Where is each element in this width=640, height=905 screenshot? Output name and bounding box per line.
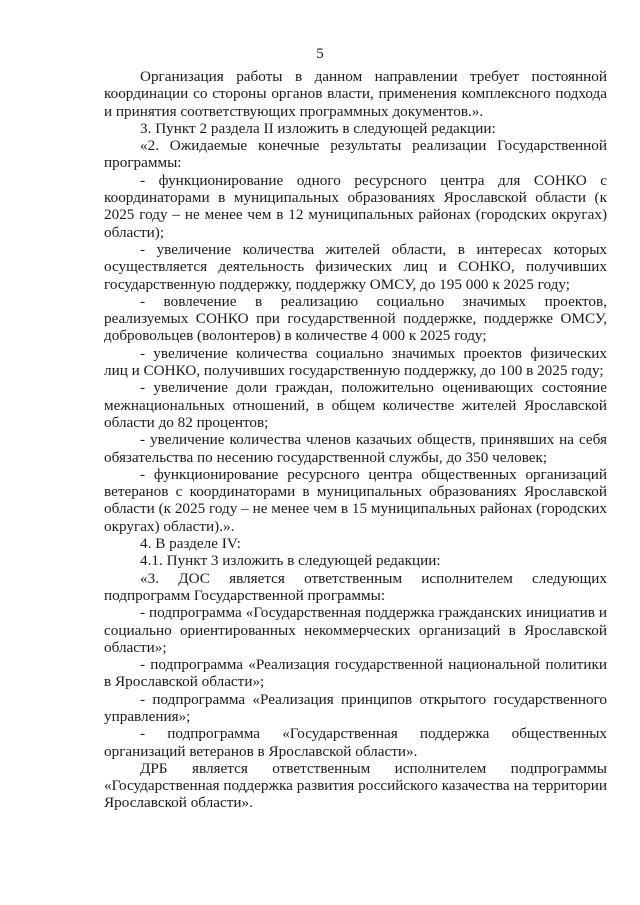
paragraph: 4.1. Пункт 3 изложить в следующей редакции: xyxy=(140,552,441,570)
document-body xyxy=(104,68,607,812)
paragraph: 4. В разделе IV: xyxy=(140,535,241,553)
page-number: 5 xyxy=(316,46,324,62)
list-item: - подпрограмма «Государственная поддержка общественных организаций ветеранов в Ярославской области». xyxy=(104,725,607,760)
list-item: - увеличение доли граждан, положительно оценивающих состояние межнациональных отношений, в общем количестве жителей Ярославской области до 82 процентов; xyxy=(104,379,607,431)
paragraph: ДРБ является ответственным исполнителем подпрограммы «Государственная поддержка развития российского казачества на территории Ярославской области». xyxy=(104,759,607,812)
list-item: - вовлечение в реализацию социально значимых проектов, реализуемых СОНКО при государственной поддержке, поддержке ОМСУ, добровольцев (волонтеров) в количестве 4 000 к 2025 году; xyxy=(104,292,607,345)
list-item: - функционирование одного ресурсного центра для СОНКО с координаторами в муниципальных образованиях Ярославской области (к 2025 году – не менее чем в 12 муниципальных районах (городских округах) области); xyxy=(104,171,607,241)
list-item: - функционирование ресурсного центра общественных организаций ветеранов с координаторами в муниципальных образованиях Ярославской области (к 2025 году – не менее чем в 15 муниципальных районах (городских округах) области).». xyxy=(104,465,607,535)
list-item: - подпрограмма «Реализация принципов открытого государственного управления»; xyxy=(104,690,607,725)
paragraph: «3. ДОС является ответственным исполнителем следующих подпрограмм Государственной программы: xyxy=(104,569,607,604)
paragraph: «2. Ожидаемые конечные результаты реализации Государственной программы: xyxy=(104,137,607,172)
paragraph: 3. Пункт 2 раздела II изложить в следующей редакции: xyxy=(140,119,496,137)
paragraph: Организация работы в данном направлении требует постоянной координации со стороны органов власти, применения комплексного подхода и принятия соответствующих программных документов.». xyxy=(104,68,607,120)
list-item: - увеличение количества жителей области, в интересах которых осуществляется деятельность физических лиц и СОНКО, получивших государственную поддержку, поддержку ОМСУ, до 195 000 к 2025 году; xyxy=(104,240,607,293)
list-item: - увеличение количества членов казачьих обществ, принявших на себя обязательства по несению государственной службы, до 350 человек; xyxy=(104,431,607,466)
list-item: - подпрограмма «Реализация государственной национальной политики в Ярославской области»; xyxy=(104,656,607,691)
list-item: - подпрограмма «Государственная поддержка гражданских инициатив и социально ориентированных некоммерческих организаций в Ярославской области»; xyxy=(104,604,607,656)
list-item: - увеличение количества социально значимых проектов физических лиц и СОНКО, получивших государственную поддержку, до 100 в 2025 году; xyxy=(104,344,607,380)
